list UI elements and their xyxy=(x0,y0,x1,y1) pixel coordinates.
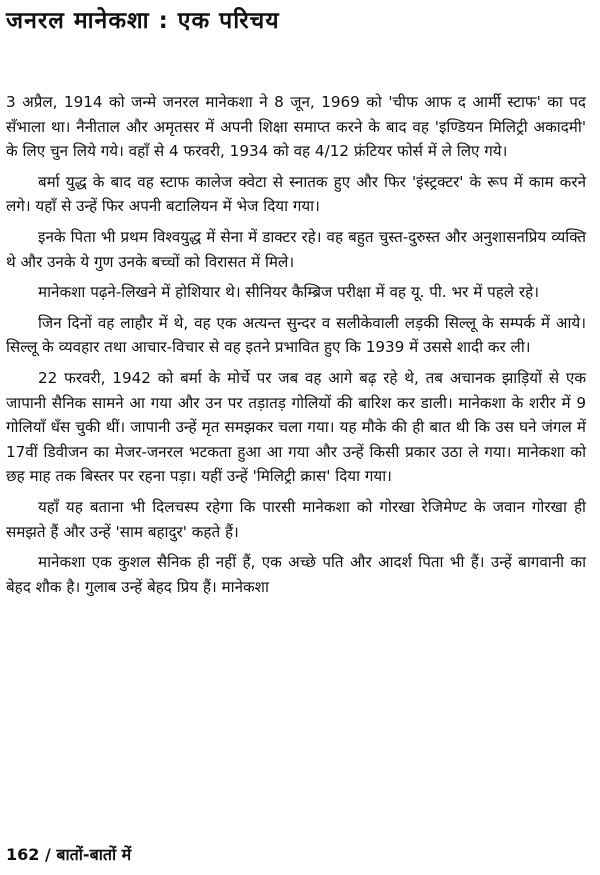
paragraph: इनके पिता भी प्रथम विश्वयुद्ध में सेना में डाक्टर रहे। वह बहुत चुस्त-दुरुस्त और अनुशासनप्रिय व्यक्ति थे और उनके ये गुण उनके बच्चों को विरासत में मिले। xyxy=(6,227,586,271)
paragraph: यहाँ यह बताना भी दिलचस्प रहेगा कि पारसी मानेकशा को गोरखा रेजिमेण्ट के जवान गोरखा ही समझते हैं और उन्हें 'साम बहादुर' कहते हैं। xyxy=(6,497,586,541)
paragraph: 3 अप्रैल, 1914 को जन्मे जनरल मानेकशा ने 8 जून, 1969 को 'चीफ आफ द आर्मी स्टाफ' का पद सँभाला था। नैनीताल और अमृतसर में अपनी शिक्षा समाप्त करने के बाद वह 'इण्डियन मिलिट्री अकादमी' के लिए चुन लिये गये। वहाँ से 4 फरवरी, 1934 को वह 4/12 फ्रंटियर फोर्स में ले लिए गये। xyxy=(6,93,586,161)
chapter-title: जनरल मानेकशा : एक परिचय xyxy=(6,8,280,34)
paragraph: मानेकशा पढ़ने-लिखने में होशियार थे। सीनियर कैम्ब्रिज परीक्षा में वह यू. पी. भर में पहले रहे। xyxy=(38,283,539,302)
chapter-body xyxy=(6,90,586,605)
paragraph: मानेकशा एक कुशल सैनिक ही नहीं हैं, एक अच्छे पति और आदर्श पिता भी हैं। उन्हें बागवानी का बेहद शौक है। गुलाब उन्हें बेहद प्रिय हैं। मानेकशा xyxy=(6,553,586,596)
paragraph: 22 फरवरी, 1942 को बर्मा के मोर्चे पर जब वह आगे बढ़ रहे थे, तब अचानक झाड़ियों से एक जापानी सैनिक सामने आ गया और उन पर तड़ातड़ गोलियों की बारिश कर डाली। मानेकशा के शरीर में 9 गोलियाँ धँस चुकी थीं। जापानी उन्हें मृत समझकर चला गया। यह मौके की ही बात थी कि उस घने जंगल में 17वीं डिवीजन का मेजर-जनरल भटकता हुआ आ गया और उन्हें किसी प्रकार उठा ले गया। मानेकशा को छह माह तक बिस्तर पर रहना पड़ा। यहीं उन्हें 'मिलिट्री क्रास' दिया गया। xyxy=(6,368,586,486)
paragraph: जिन दिनों वह लाहौर में थे, वह एक अत्यन्त सुन्दर व सलीकेवाली लड़की सिल्लू के सम्पर्क में आये। सिल्लू के व्यवहार तथा आचार-विचार से वह इतने प्रभावित हुए कि 1939 में उससे शादी कर ली। xyxy=(6,313,586,357)
page-footer: 162 / बातों-बातों में xyxy=(6,845,132,864)
paragraph: बर्मा युद्ध के बाद वह स्टाफ कालेज क्वेटा से स्नातक हुए और फिर 'इंस्ट्रक्टर' के रूप में काम करने लगे। यहाँ से उन्हें फिर अपनी बटालियन में भेज दिया गया। xyxy=(6,172,586,216)
